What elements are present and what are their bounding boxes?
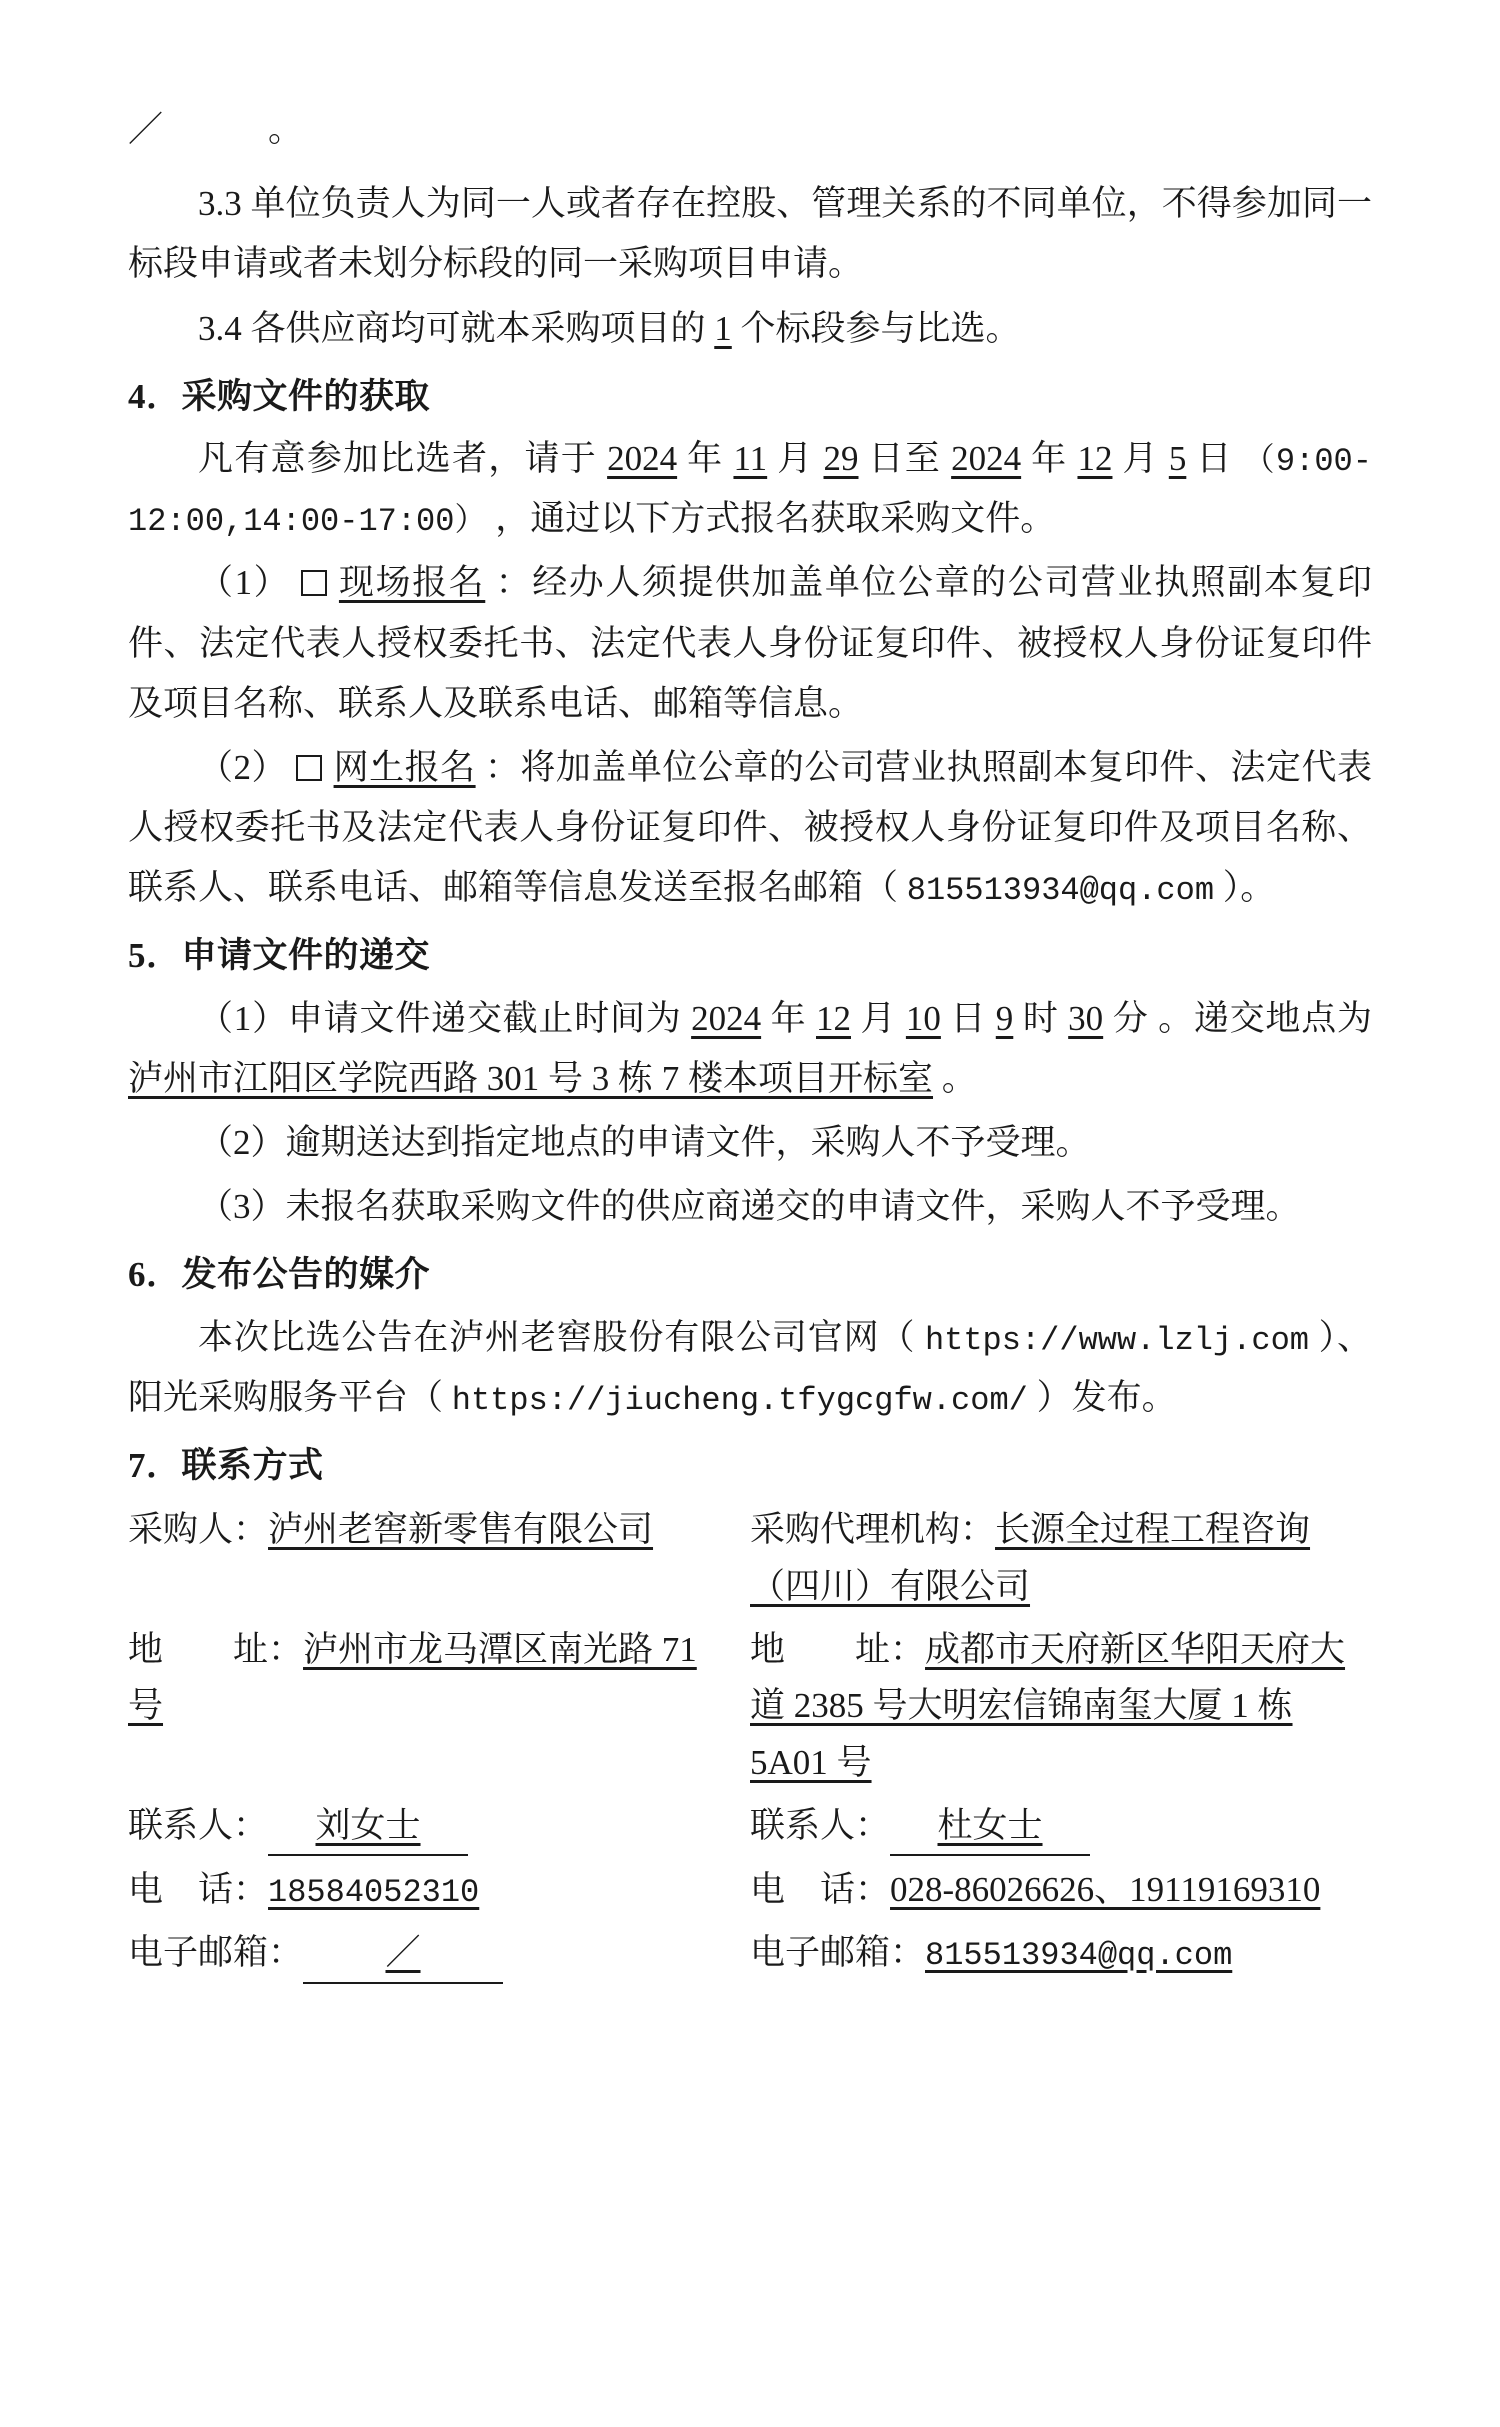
agency-cell (750, 1502, 1372, 1621)
table-row (128, 1622, 1372, 1798)
agency-address-value: 成都市天府新区华阳天府大道 2385 号大明宏信锦南玺大厦 1 栋 5A01 号 (750, 1629, 1346, 1782)
deadline-hour: 9 (995, 998, 1014, 1038)
clause-3-4-post: 个标段参与比选。 (740, 308, 1021, 348)
clause-3-4-lot-count: 1 (714, 308, 732, 348)
deadline-year-unit: 年 (770, 998, 807, 1038)
official-website-url[interactable]: https://www.lzlj.com (924, 1321, 1309, 1359)
table-row (128, 1502, 1372, 1621)
registration-email: 815513934@qq.com (906, 872, 1215, 910)
acquire-period-post: ，通过以下方式报名获取采购文件。 (495, 499, 1056, 539)
deadline-year: 2024 (691, 998, 762, 1038)
agency-email-label: 电子邮箱： (750, 1933, 926, 1973)
option-2-text-post: ）。 (1222, 868, 1276, 908)
purchaser-phone-cell (128, 1862, 750, 1925)
deadline-month: 12 (816, 998, 851, 1038)
deadline-pre: （1）申请文件递交截止时间为 (198, 998, 682, 1038)
platform-url[interactable]: https://jiucheng.tfygcgfw.com/ (451, 1381, 1028, 1419)
media-text-pre: 本次比选公告在泸州老窖股份有限公司官网（ (198, 1317, 916, 1357)
agency-contact-value: 杜女士 (890, 1798, 1090, 1857)
agency-address-cell (750, 1622, 1372, 1798)
agency-contact-label: 联系人： (750, 1805, 891, 1845)
agency-phone-cell (750, 1862, 1372, 1925)
deadline-month-unit: 月 (860, 998, 897, 1038)
agency-email-value: 815513934@qq.com (925, 1937, 1233, 1975)
section-4-paragraph-1 (128, 429, 1372, 549)
month-unit-2: 月 (1122, 438, 1159, 478)
purchaser-contact-cell (128, 1798, 750, 1863)
deadline-hour-unit: 时 (1022, 998, 1059, 1038)
day-unit-2: 日 (1196, 438, 1233, 478)
deadline-mid: 。递交地点为 (1158, 998, 1373, 1038)
end-day: 5 (1168, 438, 1187, 478)
contact-table (128, 1502, 1372, 1990)
section-5-heading: 5．申请文件的递交 (128, 936, 431, 976)
end-month: 12 (1077, 438, 1113, 478)
option-1-text: ：经办人须提供加盖单位公章的公司营业执照副本复印件、法定代表人授权委托书、法定代表人身份证复印件、被授权人身份证复印件及项目名称、联系人及联系电话、邮箱等信息。 (128, 563, 1372, 723)
month-unit-1: 月 (777, 438, 814, 478)
document-body (128, 100, 1372, 1990)
clause-3-4 (128, 299, 1372, 359)
table-row (128, 1798, 1372, 1863)
publication-media (128, 1308, 1372, 1428)
year-unit-2: 年 (1031, 438, 1068, 478)
agency-contact-cell (750, 1798, 1372, 1863)
purchaser-label: 采购人： (128, 1510, 269, 1550)
acquire-time-range: （9:00-12:00,14:00-17:00） (128, 442, 1372, 541)
checkbox-online-registration[interactable] (296, 755, 322, 781)
checkbox-onsite-registration[interactable] (301, 570, 327, 596)
registration-option-onsite (128, 553, 1372, 734)
agency-value: 长源全过程工程咨询（四川）有限公司 (750, 1510, 1311, 1606)
purchaser-cell (128, 1502, 750, 1621)
section-7-heading: 7．联系方式 (128, 1445, 324, 1485)
agency-phone-value: 028-86026626、19119169310 (890, 1870, 1321, 1910)
purchaser-address-cell (128, 1622, 750, 1798)
day-unit-1: 日至 (868, 438, 942, 478)
section-6-heading: 6．发布公告的媒介 (128, 1255, 431, 1295)
purchaser-value: 泸州老窖新零售有限公司 (268, 1510, 654, 1550)
option-2-index: （2） (198, 747, 288, 787)
table-row (128, 1862, 1372, 1925)
purchaser-contact-label: 联系人： (128, 1805, 269, 1845)
option-2-title: 网上报名 (333, 747, 476, 787)
purchaser-address-label: 地 址： (128, 1629, 304, 1669)
deadline-day: 10 (905, 998, 941, 1038)
purchaser-email-label: 电子邮箱： (128, 1933, 304, 1973)
submission-item-3: （3）未报名获取采购文件的供应商递交的申请文件，采购人不予受理。 (198, 1187, 1301, 1227)
start-month: 11 (733, 438, 768, 478)
purchaser-phone-label: 电 话： (128, 1870, 269, 1910)
top-fragment: ／ 。 (128, 110, 304, 149)
deadline-post: 。 (941, 1058, 977, 1098)
agency-email-cell (750, 1925, 1372, 1990)
purchaser-phone-value: 18584052310 (268, 1874, 480, 1912)
submission-deadline (128, 989, 1372, 1109)
media-text-post: ）发布。 (1036, 1377, 1177, 1417)
deadline-day-unit: 日 (950, 998, 987, 1038)
agency-phone-label: 电 话： (750, 1870, 891, 1910)
clause-3-3: 3.3 单位负责人为同一人或者存在控股、管理关系的不同单位，不得参加同一标段申请或者未划分标段的同一采购项目申请。 (128, 184, 1372, 284)
purchaser-contact-value: 刘女士 (268, 1798, 468, 1857)
agency-address-label: 地 址： (750, 1629, 926, 1669)
option-1-index: （1） (198, 563, 291, 603)
submission-item-2: （2）逾期送达到指定地点的申请文件，采购人不予受理。 (198, 1123, 1091, 1162)
option-1-title: 现场报名 (338, 563, 486, 603)
purchaser-email-value: ／ (303, 1925, 503, 1984)
start-day: 29 (823, 438, 859, 478)
submission-location: 泸州市江阳区学院西路 301 号 3 栋 7 楼本项目开标室 (128, 1058, 934, 1098)
section-4-heading: 4．采购文件的获取 (128, 376, 431, 416)
start-year: 2024 (607, 438, 678, 478)
deadline-minute: 30 (1068, 998, 1104, 1038)
acquire-period-pre: 凡有意参加比选者，请于 (198, 438, 598, 478)
end-year: 2024 (951, 438, 1022, 478)
option-2-text-pre: ：将加盖单位公章的公司营业执照副本复印件、法定代表人授权委托书及法定代表人身份证复印件、被授权人身份证复印件及项目名称、联系人、联系电话、邮箱等信息发送至报名邮箱（ (128, 747, 1373, 908)
purchaser-address-value: 泸州市龙马潭区南光路 71 号 (128, 1629, 697, 1726)
year-unit-1: 年 (687, 438, 724, 478)
agency-label: 采购代理机构： (750, 1510, 996, 1550)
purchaser-email-cell (128, 1925, 750, 1990)
table-row (128, 1925, 1372, 1990)
clause-3-4-pre: 3.4 各供应商均可就本采购项目的 (198, 308, 706, 348)
deadline-minute-unit: 分 (1112, 998, 1149, 1038)
registration-option-online (128, 738, 1372, 919)
media-text-mid: ）、阳光采购服务平台（ (128, 1317, 1372, 1417)
